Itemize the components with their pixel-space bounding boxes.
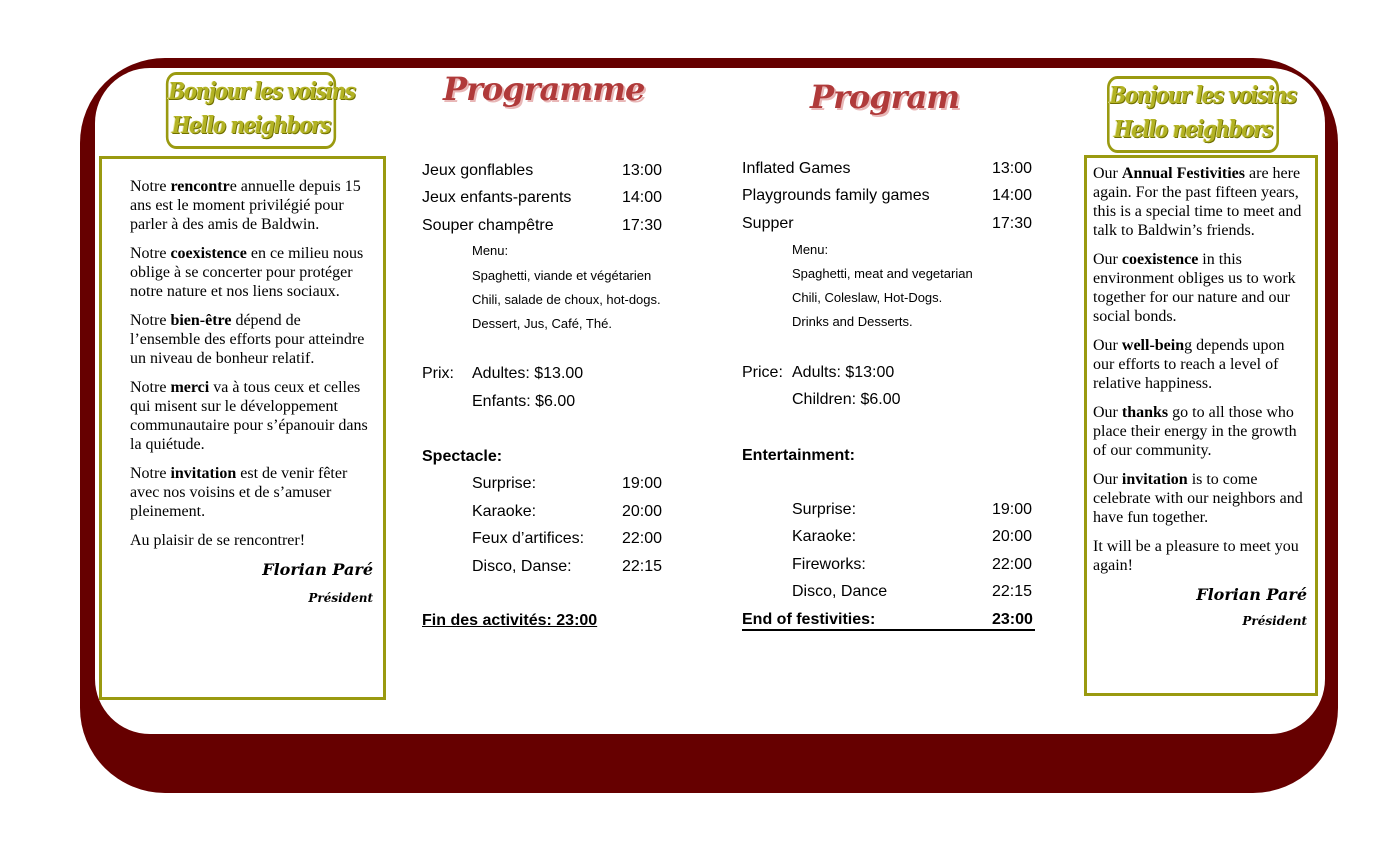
fr-price: Adultes: $13.00 [472,365,584,382]
greeting-line-en: Hello neighbors [171,112,331,139]
greeting-line-fr: Bonjour les voisins [168,78,355,105]
en-price: Children: $6.00 [792,391,901,408]
en-signature-title: Président [1242,614,1307,628]
greeting-badge-right [1107,76,1296,153]
en-menu-item: Chili, Coleslaw, Hot-Dogs. [792,290,943,305]
fr-show-name: Feux d’artifices: [472,530,585,547]
fr-show-name: Disco, Danse: [472,558,572,575]
greeting-line-en: Hello neighbors [1113,116,1273,143]
fr-paragraph: Notre rencontre annuelle depuis 15 ans est le moment privilégié pour parler à des amis de Baldwin. [130,178,361,233]
en-paragraph: Our Annual Festivities are here again. For the past fifteen years, this is a special time to meet and talk to Baldwin’s friends. [1093,165,1302,239]
fr-paragraph: Notre coexistence en ce milieu nous oblige à se concerter pour protéger notre nature et nos liens sociaux. [130,245,364,300]
en-end-time: 23:00 [992,611,1033,628]
fr-show-time: 22:15 [622,558,663,575]
en-price-label: Price: [742,364,783,381]
en-signature: Florian Paré [1196,585,1307,604]
fr-item-time: 14:00 [622,189,663,206]
fr-show-label: Spectacle: [422,448,503,465]
en-item-name: Inflated Games [742,160,851,177]
en-show-name: Disco, Dance [792,583,888,600]
fr-item-name: Jeux gonflables [422,162,534,179]
en-item-name: Supper [742,215,794,232]
en-paragraph: Our well-being depends upon our efforts to reach a level of relative happiness. [1093,337,1285,392]
fr-program-heading: Programme [443,70,645,108]
fr-end-of-activities: Fin des activités: 23:00 [422,612,598,629]
en-paragraph: It will be a pleasure to meet you again! [1093,538,1299,574]
en-item-time: 13:00 [992,160,1033,177]
fr-menu-item: Chili, salade de choux, hot-dogs. [472,292,661,307]
greeting-badge-left [166,72,355,149]
fr-item-name: Souper champêtre [422,217,554,234]
fr-show-name: Karaoke: [472,503,537,520]
en-menu-item: Drinks and Desserts. [792,314,913,329]
fr-price-label: Prix: [422,365,454,382]
en-program [742,0,1042,850]
fr-paragraph: Notre invitation est de venir fêter avec nos voisins et de s’amuser pleinement. [130,465,348,520]
fr-paragraph: Notre bien-être dépend de l’ensemble des efforts pour atteindre un niveau de bonheur relatif. [130,312,365,367]
en-paragraph: Our invitation is to come celebrate with our neighbors and have fun together. [1093,471,1303,526]
en-paragraph: Our coexistence in this environment obliges us to work together for our nature and our social bonds. [1093,251,1296,325]
fr-menu-item: Dessert, Jus, Café, Thé. [472,316,612,331]
fr-letter-box [99,156,386,700]
fr-signature-title: Président [308,591,373,605]
greeting-line-fr: Bonjour les voisins [1109,82,1296,109]
fr-show-time: 19:00 [622,475,663,492]
fr-paragraph: Au plaisir de se rencontrer! [130,532,306,549]
en-item-time: 14:00 [992,187,1033,204]
en-item-time: 17:30 [992,215,1033,232]
en-end-underline [742,629,1035,631]
en-show-name: Fireworks: [792,556,866,573]
fr-signature: Florian Paré [262,560,373,579]
en-show-label: Entertainment: [742,447,855,464]
en-paragraph: Our thanks go to all those who place their energy in the growth of our community. [1093,404,1297,459]
fr-menu-item: Spaghetti, viande et végétarien [472,268,652,283]
en-show-name: Karaoke: [792,528,857,545]
fr-program [422,0,682,850]
fr-item-time: 13:00 [622,162,663,179]
fr-show-name: Surprise: [472,475,537,492]
fr-item-name: Jeux enfants-parents [422,189,572,206]
en-menu-label: Menu: [792,242,829,257]
fr-price: Enfants: $6.00 [472,393,576,410]
en-price: Adults: $13:00 [792,364,895,381]
en-show-time: 20:00 [992,528,1033,545]
en-show-time: 19:00 [992,501,1033,518]
en-item-name: Playgrounds family games [742,187,930,204]
fr-paragraph: Notre merci va à tous ceux et celles qui misent sur le développement communautaire pour s’épanouir dans la quiétude. [130,379,368,453]
en-menu-item: Spaghetti, meat and vegetarian [792,266,973,281]
en-show-time: 22:15 [992,583,1033,600]
en-letter-box [1084,155,1318,696]
fr-menu-label: Menu: [472,243,509,258]
en-show-name: Surprise: [792,501,857,518]
en-program-heading: Program [810,78,960,116]
en-show-time: 22:00 [992,556,1033,573]
en-end-label: End of festivities: [742,611,876,628]
fr-show-time: 20:00 [622,503,663,520]
fr-show-time: 22:00 [622,530,663,547]
fr-item-time: 17:30 [622,217,663,234]
